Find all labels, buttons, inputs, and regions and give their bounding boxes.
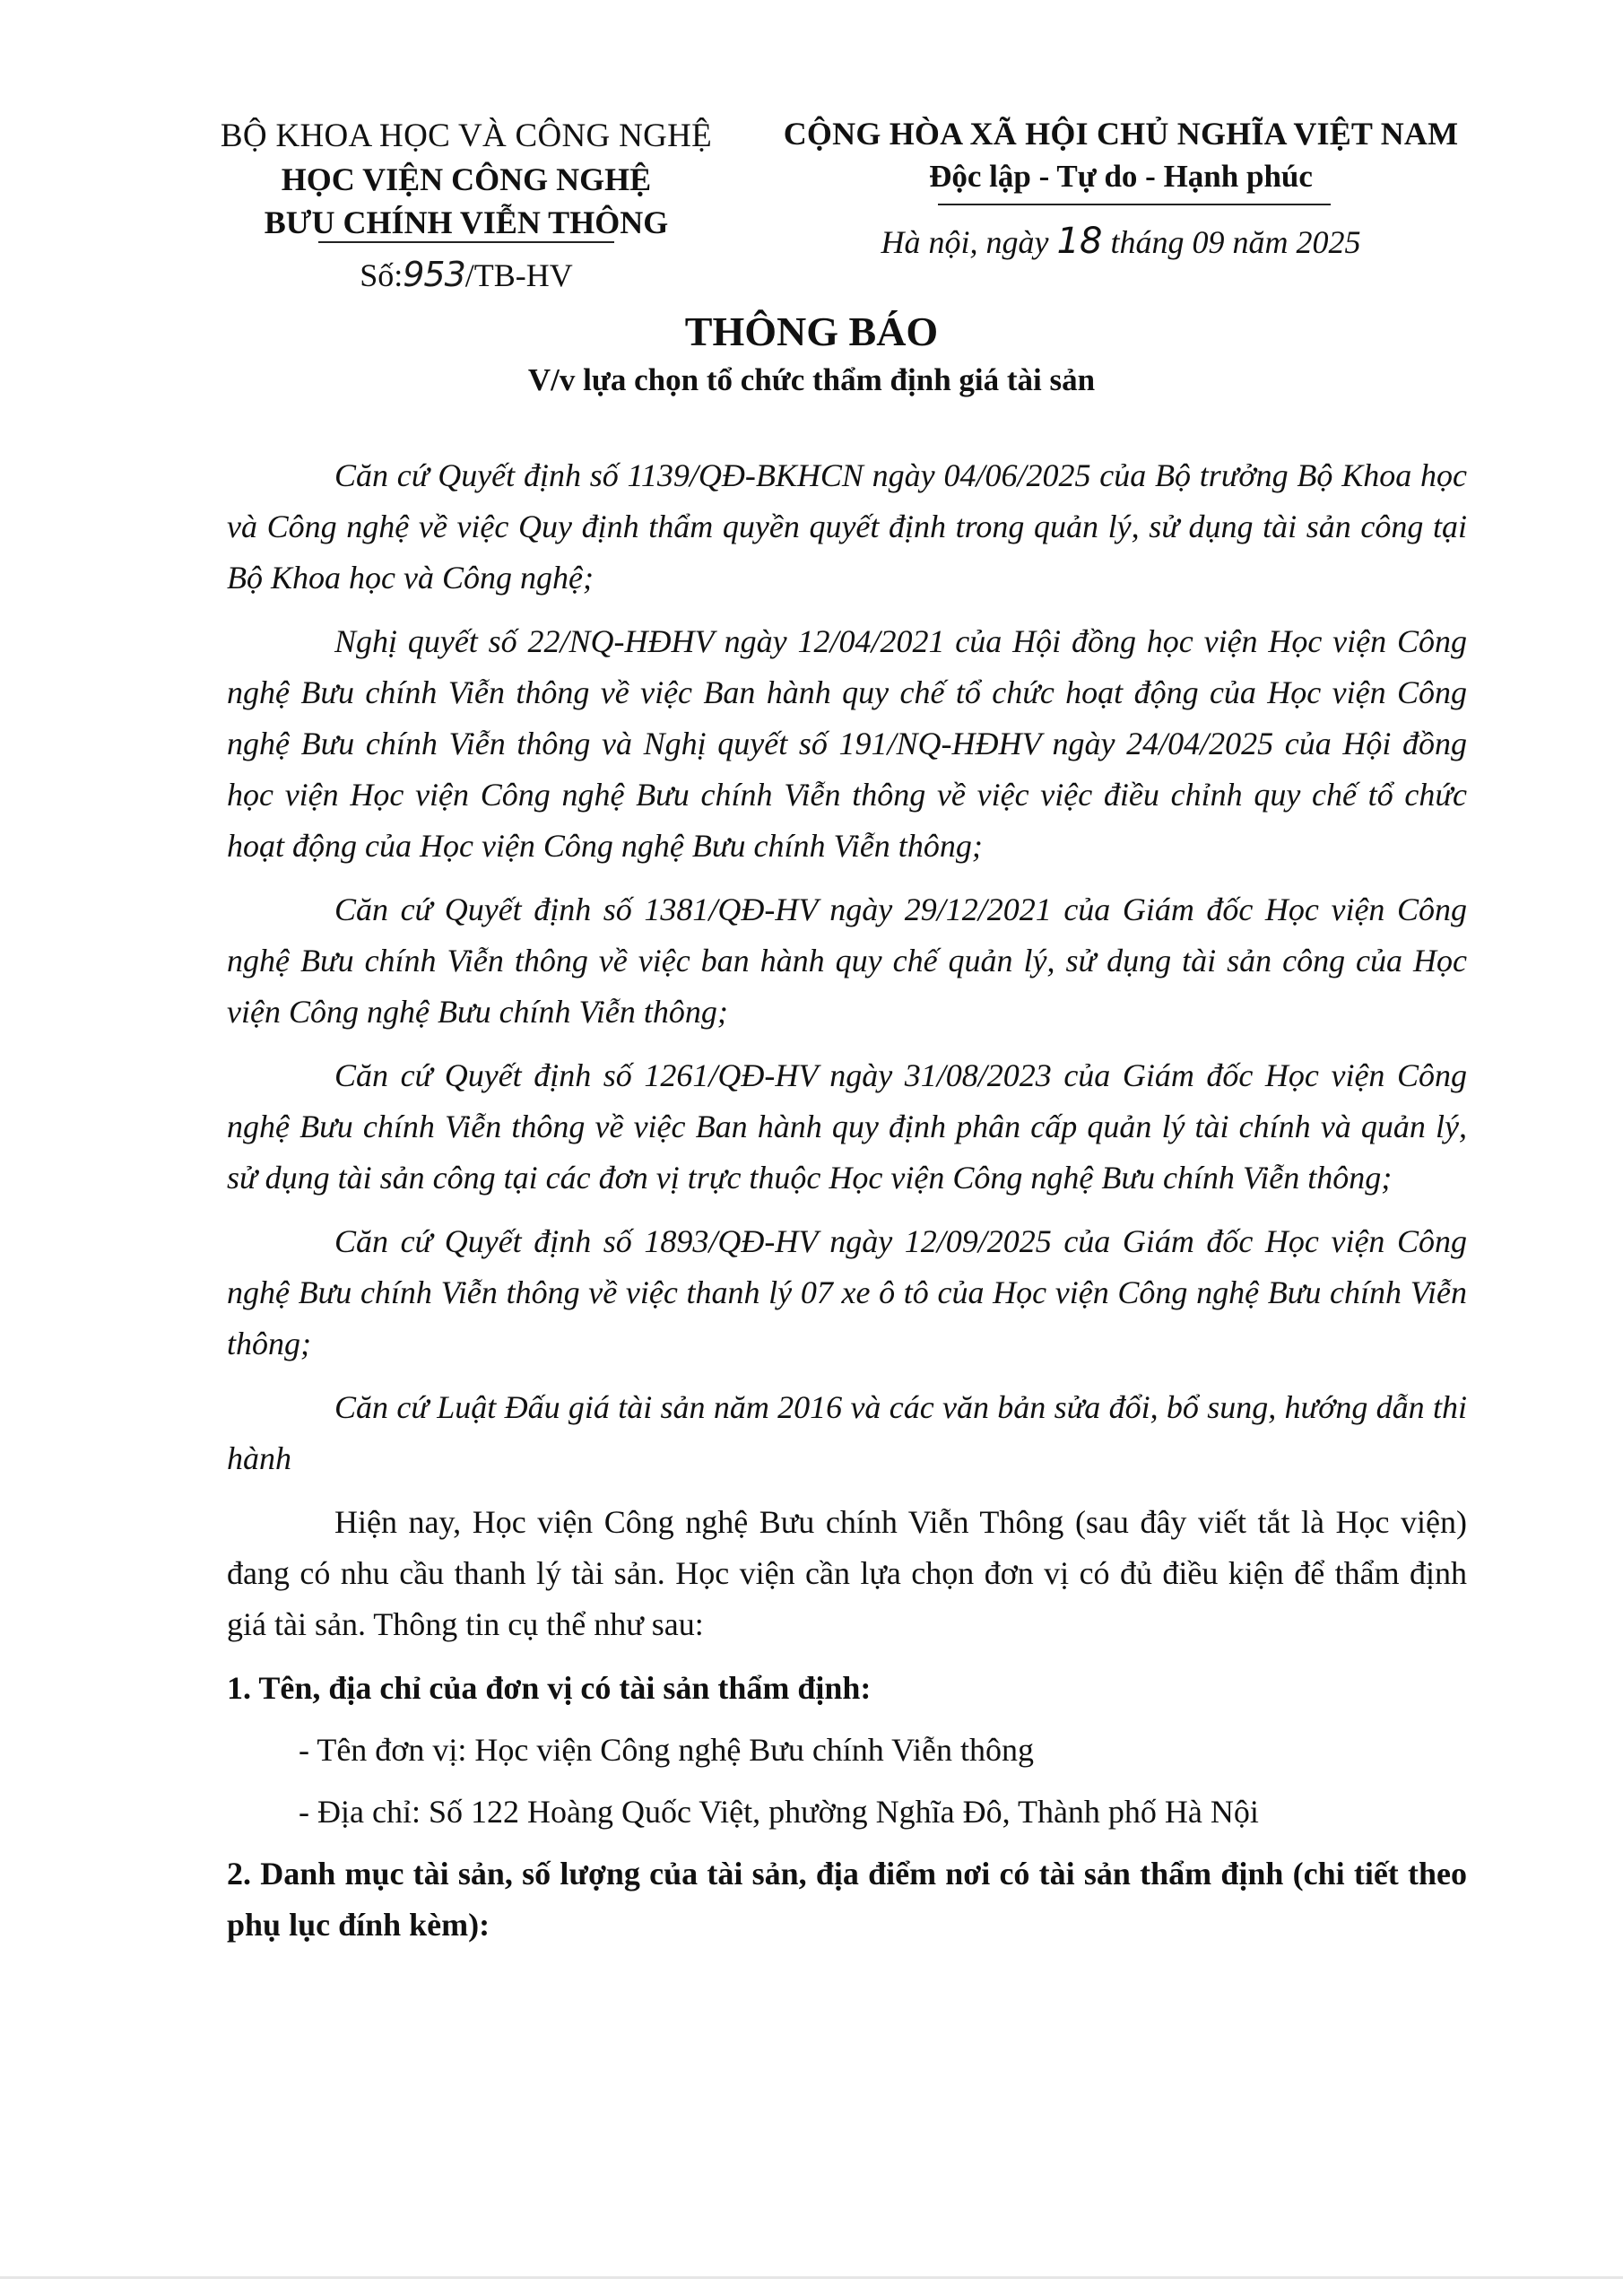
date-suffix: tháng 09 năm 2025 xyxy=(1102,224,1361,260)
country-name: CỘNG HÒA XÃ HỘI CHỦ NGHĨA VIỆT NAM xyxy=(783,116,1459,152)
ministry-name: BỘ KHOA HỌC VÀ CÔNG NGHỆ xyxy=(220,117,713,154)
page-bottom-edge xyxy=(0,2276,1623,2279)
document-number-suffix: /TB-HV xyxy=(464,257,573,293)
national-motto-text: Độc lập - Tự do - Hạnh phúc xyxy=(929,159,1313,194)
document-body xyxy=(227,450,1467,1961)
legal-basis-paragraph: Căn cứ Quyết định số 1381/QĐ-HV ngày 29/12/2021 của Giám đốc Học viện Công nghệ Bưu chính Viễn thông về việc ban hành quy chế quản lý, sử dụng tài sản công của Học viện Công nghệ Bưu chính Viễn thông; xyxy=(227,891,1467,1030)
document-number-prefix: Số: xyxy=(360,257,404,293)
section-1-heading: 1. Tên, địa chỉ của đơn vị có tài sản thẩm định: xyxy=(227,1670,872,1706)
legal-basis-paragraph: Căn cứ Quyết định số 1139/QĐ-BKHCN ngày 04/06/2025 của Bộ trưởng Bộ Khoa học và Công nghệ về việc Quy định thẩm quyền quyết định trong quản lý, sử dụng tài sản công tại Bộ Khoa học và Công nghệ; xyxy=(227,457,1467,596)
institute-name-line2-text: BƯU CHÍNH VIỄN THÔNG xyxy=(264,204,669,240)
unit-address-line: - Địa chỉ: Số 122 Hoàng Quốc Việt, phường Nghĩa Đô, Thành phố Hà Nội xyxy=(299,1794,1259,1830)
institute-name-line1: HỌC VIỆN CÔNG NGHỆ xyxy=(281,161,652,197)
legal-basis-paragraph: Căn cứ Quyết định số 1893/QĐ-HV ngày 12/09/2025 của Giám đốc Học viện Công nghệ Bưu chính Viễn thông về việc thanh lý 07 xe ô tô của Học viện Công nghệ Bưu chính Viễn thông; xyxy=(227,1223,1467,1361)
section-2-heading: 2. Danh mục tài sản, số lượng của tài sản, địa điểm nơi có tài sản thẩm định (chi tiết theo phụ lục đính kèm): xyxy=(227,1856,1467,1943)
document-subtitle: V/v lựa chọn tổ chức thẩm định giá tài sản xyxy=(527,362,1096,397)
place-and-date xyxy=(767,218,1475,265)
national-header-block xyxy=(767,112,1475,265)
institute-name-line2 xyxy=(265,201,668,244)
unit-name-line: - Tên đơn vị: Học viện Công nghệ Bưu chính Viễn thông xyxy=(299,1732,1034,1768)
date-day-handwritten: 18 xyxy=(1056,221,1103,262)
national-motto xyxy=(929,155,1313,198)
legal-basis-paragraph: Căn cứ Quyết định số 1261/QĐ-HV ngày 31/08/2023 của Giám đốc Học viện Công nghệ Bưu chính Viễn thông về việc Ban hành quy định phân cấp quản lý tài chính và quản lý, sử dụng tài sản công tại các đơn vị trực thuộc Học viện Công nghệ Bưu chính Viễn thông; xyxy=(227,1057,1467,1196)
document-number xyxy=(193,251,740,299)
document-number-handwritten: 953 xyxy=(403,255,465,294)
motto-underline xyxy=(938,204,1331,205)
legal-basis-paragraph: Nghị quyết số 22/NQ-HĐHV ngày 12/04/2021 của Hội đồng học viện Học viện Công nghệ Bưu chính Viễn thông về việc Ban hành quy chế tổ chức hoạt động của Học viện Công nghệ Bưu chính Viễn thông và Nghị quyết số 191/NQ-HĐHV ngày 24/04/2025 của Hội đồng học viện Học viện Công nghệ Bưu chính Viễn thông về việc việc điều chỉnh quy chế tổ chức hoạt động của Học viện Công nghệ Bưu chính Viễn thông; xyxy=(227,623,1467,864)
legal-basis-paragraph: Căn cứ Luật Đấu giá tài sản năm 2016 và các văn bản sửa đổi, bổ sung, hướng dẫn thi hành xyxy=(227,1389,1467,1476)
document-title: THÔNG BÁO xyxy=(684,309,939,354)
issuer-underline xyxy=(318,241,614,243)
date-prefix: Hà nội, ngày xyxy=(881,224,1057,260)
issuer-block xyxy=(193,115,740,299)
intro-paragraph: Hiện nay, Học viện Công nghệ Bưu chính Viễn Thông (sau đây viết tắt là Học viện) đang có nhu cầu thanh lý tài sản. Học viện cần lựa chọn đơn vị có đủ điều kiện để thẩm định giá tài sản. Thông tin cụ thể như sau: xyxy=(227,1504,1467,1642)
